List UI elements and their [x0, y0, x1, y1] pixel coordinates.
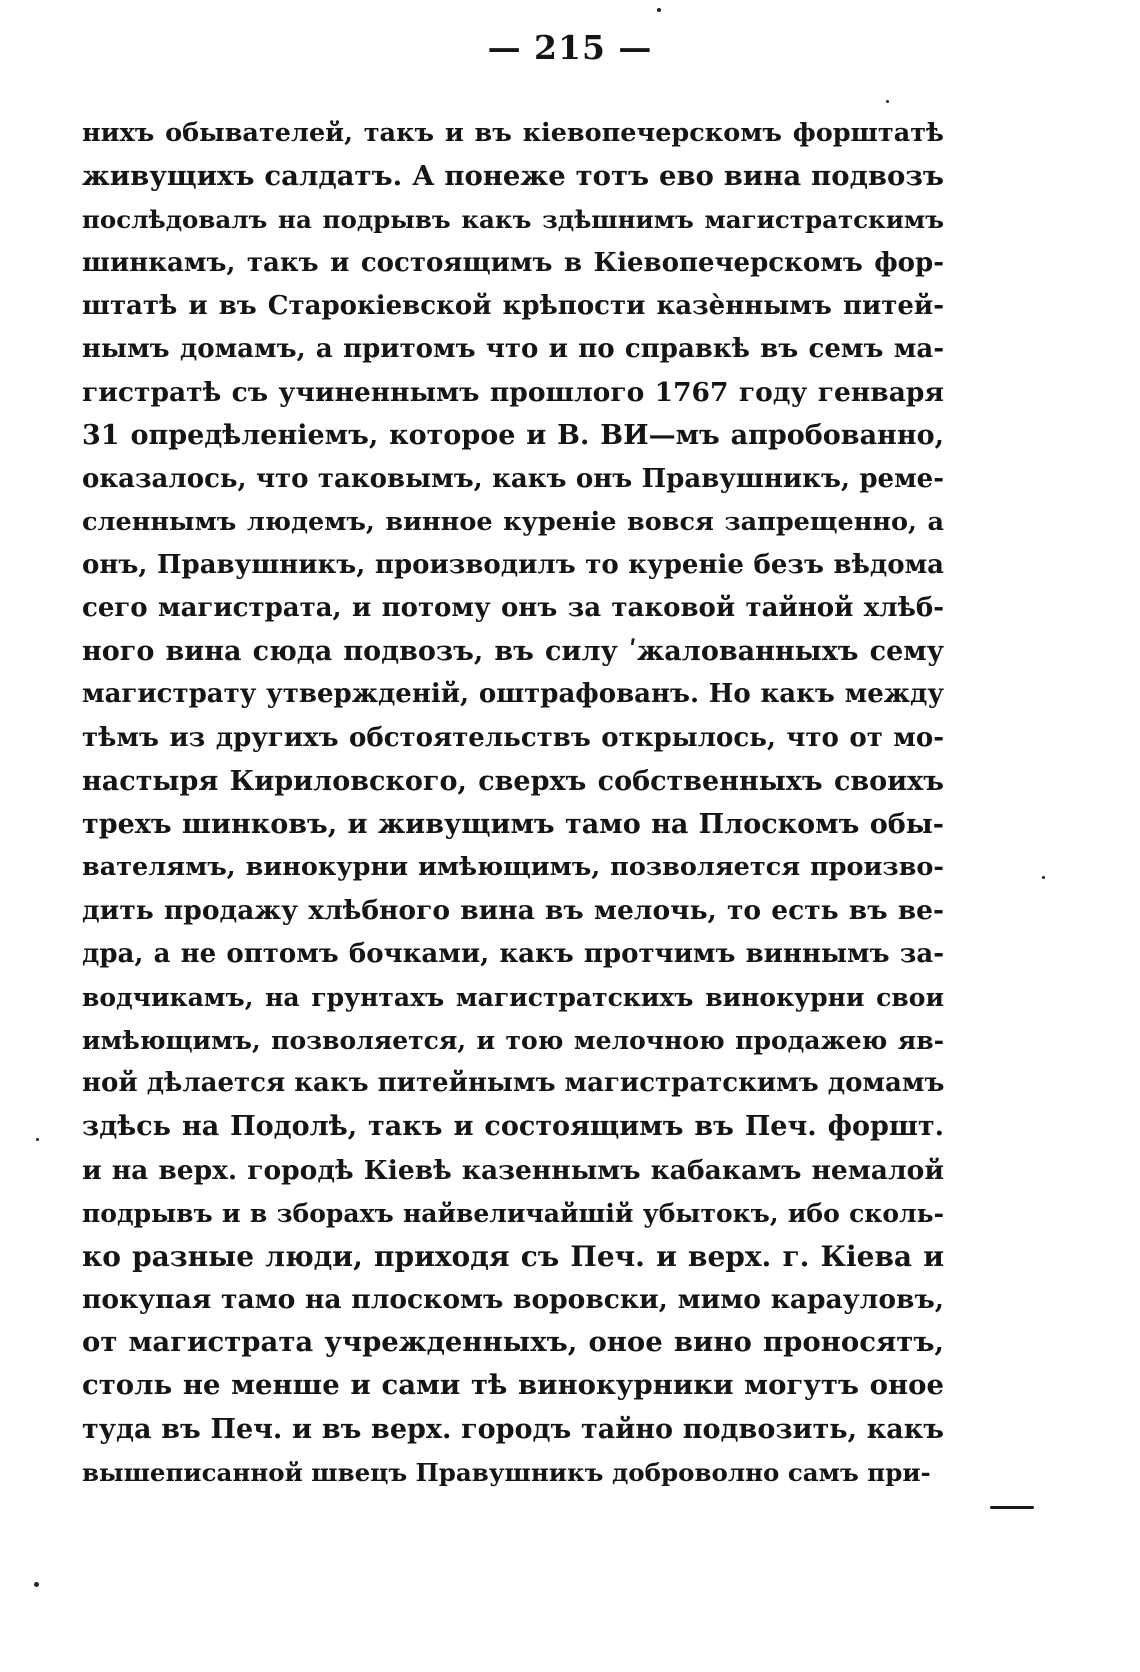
text-line: вышеписанной швецъ Правушникъ доброволно самъ при-: [82, 1457, 931, 1487]
text-line: послѣдовалъ на подрывъ какъ здѣшнимъ магистратскимъ: [82, 205, 944, 235]
text-line: гистратѣ съ учиненнымъ прошлого 1767 году генваря: [82, 377, 944, 409]
print-speck: [36, 1138, 39, 1141]
text-line: трехъ шинковъ, и живущимъ тамо на Плоскомъ обы-: [82, 809, 944, 840]
text-line: столь не менше и сами тѣ винокурники могутъ оное: [82, 1369, 944, 1402]
text-line: живущихъ салдатъ. А понеже тотъ ево вина подвозъ: [82, 160, 944, 193]
print-speck: [886, 100, 889, 103]
text-line: дить продажу хлѣбного вина въ мелочь, то есть въ ве-: [82, 895, 944, 927]
print-speck: [34, 1582, 39, 1587]
text-line: шинкамъ, такъ и состоящимъ в Кіевопечерскомъ фор-: [82, 247, 944, 278]
text-line: магистрату утвержденій, оштрафованъ. Но какъ между: [82, 679, 944, 710]
text-line: имѣющимъ, позволяется, и тою мелочною продажею яв-: [82, 1025, 944, 1055]
text-line: покупая тамо на плоскомъ воровски, мимо карауловъ,: [82, 1284, 944, 1316]
text-line: сего магистрата, и потому онъ за таковой тайной хлѣб-: [82, 593, 944, 624]
print-speck: [1042, 876, 1045, 879]
page-number-header: — 215 —: [487, 28, 653, 67]
footer-rule: [990, 1506, 1034, 1509]
text-line: оказалось, что таковымъ, какъ онъ Правушникъ, реме-: [82, 463, 944, 494]
text-line: туда въ Печ. и въ верх. городъ тайно подвозить, какъ: [82, 1413, 944, 1445]
text-line: настыря Кириловского, сверхъ собственныхъ своихъ: [82, 765, 944, 797]
text-line: и на верх. городѣ Кіевѣ казеннымъ кабакамъ немалой: [82, 1154, 944, 1186]
text-line: дра, а не оптомъ бочками, какъ протчимъ виннымъ за-: [82, 938, 944, 969]
text-line: нихъ обывателей, такъ и въ кіевопечерскомъ форштатѣ: [82, 118, 944, 148]
text-line: штатѣ и въ Старокіевской крѣпости казѐннымъ питей-: [82, 290, 944, 321]
text-line: онъ, Правушникъ, производилъ то куреніе безъ вѣдома: [82, 549, 944, 580]
text-line: сленнымъ людемъ, винное куреніе вовся запрещенно, а: [82, 506, 944, 537]
text-line: от магистрата учрежденныхъ, оное вино проносятъ,: [82, 1326, 944, 1359]
text-line: тѣмъ из другихъ обстоятельствъ открылось, что от мо-: [82, 722, 944, 753]
text-line: водчикамъ, на грунтахъ магистратскихъ винокурни свои: [82, 982, 944, 1012]
text-line: ной дѣлается какъ питейнымъ магистратскимъ домамъ: [82, 1068, 944, 1099]
text-line: здѣсь на Подолѣ, такъ и состоящимъ въ Печ. форшт.: [82, 1111, 944, 1143]
text-line: нымъ домамъ, а притомъ что и по справкѣ въ семъ ма-: [82, 333, 944, 364]
text-body: [82, 112, 944, 1494]
text-line: 31 опредѣленіемъ, которое и В. ВИ—мъ апробованно,: [82, 420, 944, 452]
text-line: вателямъ, винокурни имѣющимъ, позволяется произво-: [82, 852, 944, 883]
text-line: ко разные люди, приходя съ Печ. и верх. г. Кіева и: [82, 1239, 944, 1273]
print-speck: [657, 8, 661, 12]
text-line: ного вина сюда подвозъ, въ силу ʹжалованныхъ сему: [82, 636, 944, 668]
text-line: подрывъ и в зборахъ найвеличайшій убытокъ, ибо сколь-: [82, 1198, 944, 1228]
